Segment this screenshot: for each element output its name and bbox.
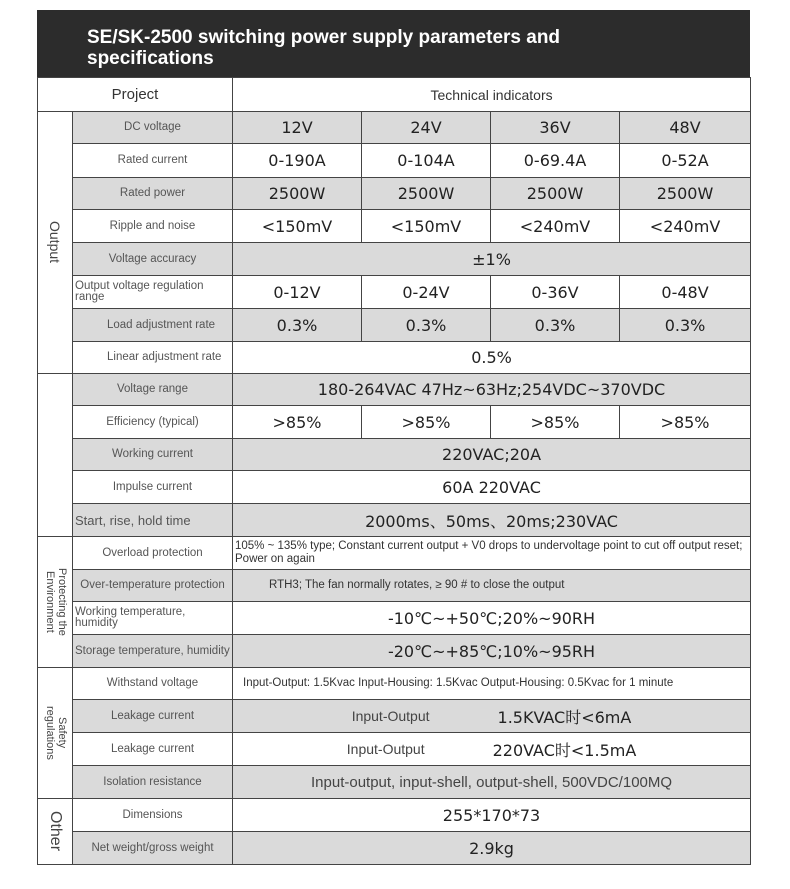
value-cell: 0-48V (620, 276, 751, 309)
section-label-safety: Safety regulations (44, 706, 68, 760)
value-cell: 255*170*73 (233, 799, 751, 832)
value-cell: 0.3% (491, 309, 620, 342)
row-label: Leakage current (73, 700, 233, 733)
value-cell: 220VAC;20A (233, 439, 751, 471)
value-cell: RTH3; The fan normally rotates, ≥ 90 # to close the output (233, 570, 751, 602)
value-cell: 0-36V (491, 276, 620, 309)
row-label: Net weight/gross weight (73, 832, 233, 865)
table-row (38, 210, 751, 243)
table-row (38, 243, 751, 276)
table-row (38, 832, 751, 865)
row-label: Withstand voltage (73, 668, 233, 700)
value-cell: 0.5% (233, 342, 751, 374)
row-label: Load adjustment rate (73, 309, 233, 342)
leakage-left: Input-Output (351, 708, 430, 724)
value-cell: 24V (362, 112, 491, 144)
section-label-output: Output (47, 221, 63, 264)
value-cell: Input-Output: 1.5Kvac Input-Housing: 1.5Kvac Output-Housing: 0.5Kvac for 1 minute (233, 668, 751, 700)
value-cell: -20℃~+85℃;10%~95RH (233, 635, 751, 668)
value-cell: 0-24V (362, 276, 491, 309)
table-row (38, 635, 751, 668)
header-project: Project (38, 78, 233, 112)
leakage-right: 220VAC时<1.5mA (492, 740, 637, 760)
value-cell: 0-52A (620, 144, 751, 178)
value-cell: >85% (491, 406, 620, 439)
section-label-protection: Protecting the Environment (44, 568, 68, 636)
title-banner (37, 10, 750, 77)
value-cell: -10℃~+50℃;20%~90RH (233, 602, 751, 635)
table-row (38, 602, 751, 635)
value-cell: <240mV (491, 210, 620, 243)
row-label: Voltage range (73, 374, 233, 406)
row-label: Over-temperature protection (73, 570, 233, 602)
table-row (38, 733, 751, 766)
table-row (38, 504, 751, 537)
section-other (38, 799, 73, 865)
value-cell (233, 700, 751, 733)
title-line-1: SE/SK-2500 switching power supply parameters and (87, 27, 561, 48)
value-cell: 0.3% (233, 309, 362, 342)
table-row (38, 112, 751, 144)
value-cell: 0.3% (620, 309, 751, 342)
spec-sheet (37, 10, 750, 867)
table-row (38, 178, 751, 210)
row-label: Linear adjustment rate (73, 342, 233, 374)
row-label: Voltage accuracy (73, 243, 233, 276)
value-cell: 105% ~ 135% type; Constant current output + V0 drops to undervoltage point to cut off output reset; Power on again (233, 537, 751, 570)
title-line-2: specifications (87, 48, 214, 69)
header-technical-indicators: Technical indicators (233, 78, 751, 112)
value-cell: <150mV (362, 210, 491, 243)
table-row (38, 668, 751, 700)
value-cell: >85% (233, 406, 362, 439)
value-cell: 0-104A (362, 144, 491, 178)
section-protection (38, 537, 73, 668)
value-cell: 0-69.4A (491, 144, 620, 178)
value-cell: 2500W (362, 178, 491, 210)
value-cell: >85% (620, 406, 751, 439)
section-safety (38, 668, 73, 799)
table-row (38, 537, 751, 570)
value-cell: Input-output, input-shell, output-shell, 500VDC/100MQ (233, 766, 751, 799)
section-input (38, 374, 73, 537)
spec-table (37, 77, 751, 865)
table-row (38, 471, 751, 504)
table-row (38, 799, 751, 832)
value-cell: 36V (491, 112, 620, 144)
row-label: Output voltage regulation range (73, 276, 233, 309)
value-cell: <150mV (233, 210, 362, 243)
table-row (38, 570, 751, 602)
row-label: Working temperature, humidity (73, 602, 233, 635)
row-label: Rated current (73, 144, 233, 178)
table-row (38, 276, 751, 309)
row-label: DC voltage (73, 112, 233, 144)
value-cell: 2500W (491, 178, 620, 210)
value-cell: 2500W (620, 178, 751, 210)
table-row (38, 406, 751, 439)
table-row (38, 342, 751, 374)
value-cell: 60A 220VAC (233, 471, 751, 504)
value-cell: <240mV (620, 210, 751, 243)
table-row (38, 144, 751, 178)
table-row (38, 309, 751, 342)
row-label: Leakage current (73, 733, 233, 766)
value-cell (233, 733, 751, 766)
value-cell: >85% (362, 406, 491, 439)
table-row (38, 374, 751, 406)
row-label: Efficiency (typical) (73, 406, 233, 439)
table-row (38, 766, 751, 799)
row-label: Isolation resistance (73, 766, 233, 799)
row-label: Rated power (73, 178, 233, 210)
value-cell: 2000ms、50ms、20ms;230VAC (233, 504, 751, 537)
row-label: Impulse current (73, 471, 233, 504)
row-label: Storage temperature, humidity (73, 635, 233, 668)
section-label-other: Other (47, 811, 64, 852)
value-cell: 0-190A (233, 144, 362, 178)
value-cell: ±1% (233, 243, 751, 276)
row-label: Dimensions (73, 799, 233, 832)
value-cell: 48V (620, 112, 751, 144)
row-label: Ripple and noise (73, 210, 233, 243)
table-row (38, 439, 751, 471)
value-cell: 0-12V (233, 276, 362, 309)
table-row (38, 700, 751, 733)
row-label: Working current (73, 439, 233, 471)
row-label: Start, rise, hold time (73, 504, 233, 537)
value-cell: 2.9kg (233, 832, 751, 865)
leakage-left: Input-Output (346, 741, 425, 757)
row-label: Overload protection (73, 537, 233, 570)
value-cell: 12V (233, 112, 362, 144)
leakage-right: 1.5KVAC时<6mA (497, 707, 632, 727)
value-cell: 0.3% (362, 309, 491, 342)
value-cell: 180-264VAC 47Hz~63Hz;254VDC~370VDC (233, 374, 751, 406)
value-cell: 2500W (233, 178, 362, 210)
section-output (38, 112, 73, 374)
